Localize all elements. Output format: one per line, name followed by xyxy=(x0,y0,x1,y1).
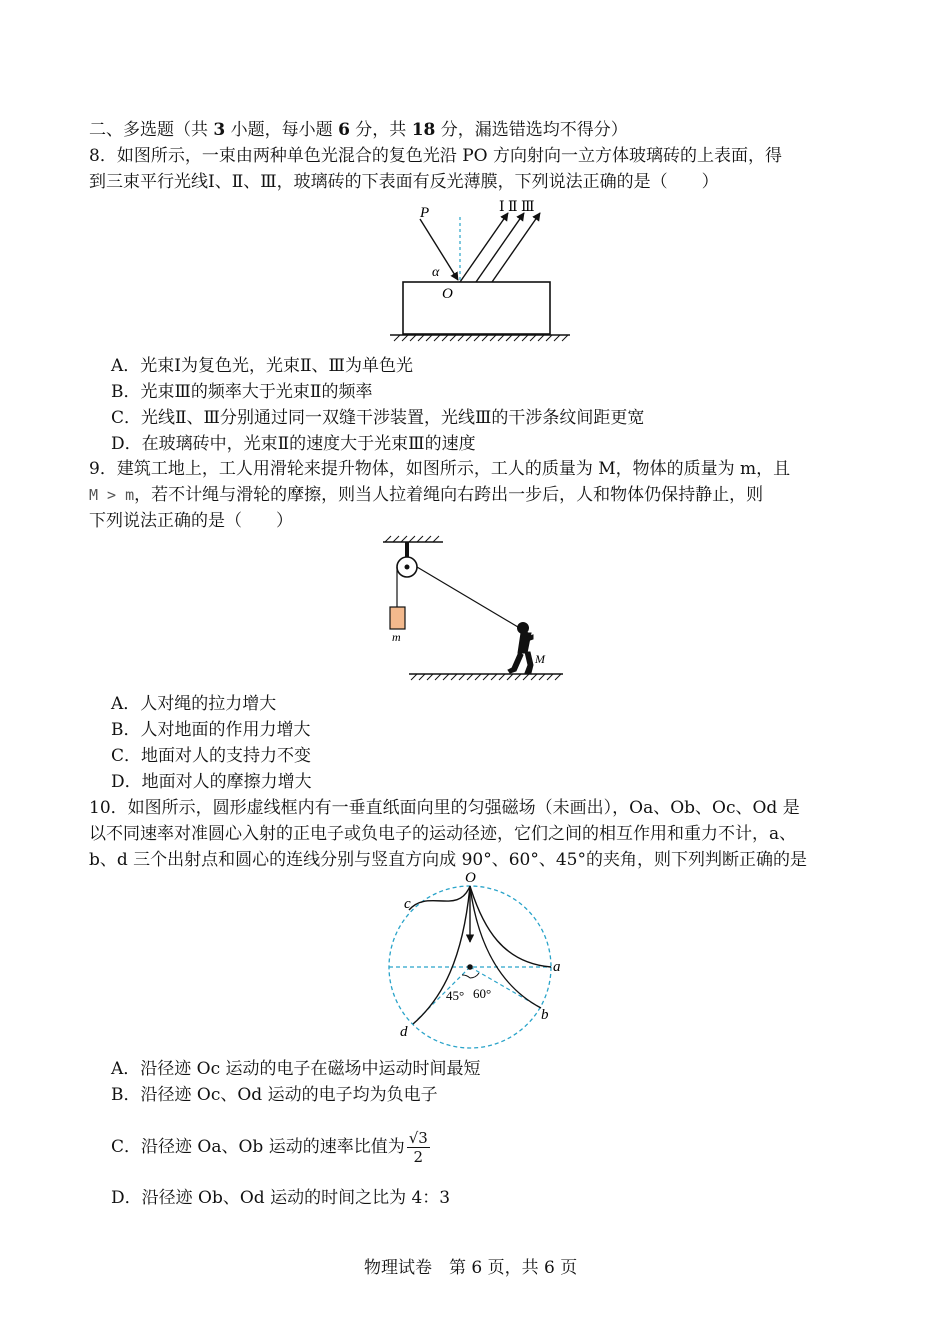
q8-stem-line1: 8．如图所示，一束由两种单色光混合的复色光沿 PO 方向射向一立方体玻璃砖的上表面，得 xyxy=(89,146,782,166)
heading-text: 二、多选题（共 xyxy=(89,120,214,140)
glass-brick xyxy=(403,282,550,334)
q9-option-b: B．人对地面的作用力增大 xyxy=(111,720,311,740)
floor-hatch xyxy=(411,674,561,680)
q9-stem-line2 xyxy=(89,483,763,507)
q10-figure-magnetic-field xyxy=(383,868,583,1048)
ceiling-hatch xyxy=(385,536,439,542)
heading-text: 分，漏选错选均不得分） xyxy=(435,120,628,140)
label-a: a xyxy=(553,959,561,975)
label-p: P xyxy=(420,205,430,221)
q10-option-a: A．沿径迹 Oc 运动的电子在磁场中运动时间最短 xyxy=(111,1059,481,1079)
ground-hatch xyxy=(394,335,568,341)
pulley-axle xyxy=(405,565,410,570)
label-alpha: α xyxy=(432,265,440,280)
section-heading xyxy=(89,118,628,142)
rope-to-worker xyxy=(417,567,528,633)
track-oc xyxy=(409,886,470,910)
q8-option-a: A．光束Ⅰ为复色光，光束Ⅱ、Ⅲ为单色光 xyxy=(111,356,413,376)
question-count: 3 xyxy=(213,120,226,140)
q9-figure-pulley xyxy=(375,535,575,685)
center-point xyxy=(467,964,473,970)
q10-option-c xyxy=(111,1127,430,1167)
q8-option-d: D．在玻璃砖中，光束Ⅱ的速度大于光束Ⅲ的速度 xyxy=(111,434,476,454)
q9-option-d: D．地面对人的摩擦力增大 xyxy=(111,772,312,792)
label-45deg: 45° xyxy=(446,988,465,1003)
q8-stem-line2: 到三束平行光线Ⅰ、Ⅱ、Ⅲ，玻璃砖的下表面有反光薄膜，下列说法正确的是（ ） xyxy=(89,172,719,192)
label-M: M xyxy=(535,652,545,666)
q10-stem-line2: 以不同速率对准圆心入射的正电子或负电子的运动径迹，它们之间的相互作用和重力不计，a、 xyxy=(89,824,797,844)
label-beams: Ⅰ Ⅱ Ⅲ xyxy=(499,200,535,215)
label-b: b xyxy=(541,1007,549,1023)
q10-option-d: D．沿径迹 Ob、Od 运动的时间之比为 4：3 xyxy=(111,1188,451,1208)
fraction xyxy=(407,1129,430,1166)
label-o: O xyxy=(442,286,453,302)
q8-option-c: C．光线Ⅱ、Ⅲ分别通过同一双缝干涉装置，光线Ⅲ的干涉条纹间距更宽 xyxy=(111,408,645,428)
q9-stem-line3: 下列说法正确的是（ ） xyxy=(89,511,293,531)
option-text: C．沿径迹 Oa、Ob 运动的速率比值为 xyxy=(111,1137,405,1157)
track-oa xyxy=(470,886,551,967)
heading-text: 分，共 xyxy=(349,120,412,140)
label-c: c xyxy=(404,896,411,912)
stem-text: ，若不计绳与滑轮的摩擦，则当人拉着绳向右跨出一步后，人和物体仍保持静止，则 xyxy=(134,485,764,505)
fraction-numerator: √3 xyxy=(408,1129,428,1147)
inequality: M > m xyxy=(89,486,135,504)
pulley-bracket xyxy=(405,542,409,558)
worker-figure xyxy=(508,623,533,674)
q9-option-c: C．地面对人的支持力不变 xyxy=(111,746,312,766)
heading-text: 小题，每小题 xyxy=(225,120,339,140)
track-od xyxy=(413,886,470,1024)
label-m: m xyxy=(392,630,401,644)
angle-arc-60 xyxy=(470,973,479,978)
page-footer: 物理试卷 第 6 页，共 6 页 xyxy=(364,1258,578,1278)
label-60deg: 60° xyxy=(473,986,492,1001)
label-d: d xyxy=(400,1024,408,1040)
q9-option-a: A．人对绳的拉力增大 xyxy=(111,694,277,714)
q8-option-b: B．光束Ⅲ的频率大于光束Ⅱ的频率 xyxy=(111,382,373,402)
fraction-denominator: 2 xyxy=(413,1148,424,1166)
label-O: O xyxy=(465,870,476,886)
block-m xyxy=(390,607,405,629)
q10-option-b: B．沿径迹 Oc、Od 运动的电子均为负电子 xyxy=(111,1085,438,1105)
total-score: 18 xyxy=(411,120,436,140)
q8-figure-glass-brick xyxy=(370,195,600,345)
q9-stem-line1: 9．建筑工地上，工人用滑轮来提升物体，如图所示，工人的质量为 M，物体的质量为 m，且 xyxy=(89,459,791,479)
q10-stem-line3: b、d 三个出射点和圆心的连线分别与竖直方向成 90°、60°、45°的夹角，则下列判断正确的是 xyxy=(89,850,807,870)
score-per-question: 6 xyxy=(338,120,350,140)
q10-stem-line1: 10．如图所示，圆形虚线框内有一垂直纸面向里的匀强磁场（未画出），Oa、Ob、Oc、Od 是 xyxy=(89,798,800,818)
angle-arc-45 xyxy=(462,975,470,978)
